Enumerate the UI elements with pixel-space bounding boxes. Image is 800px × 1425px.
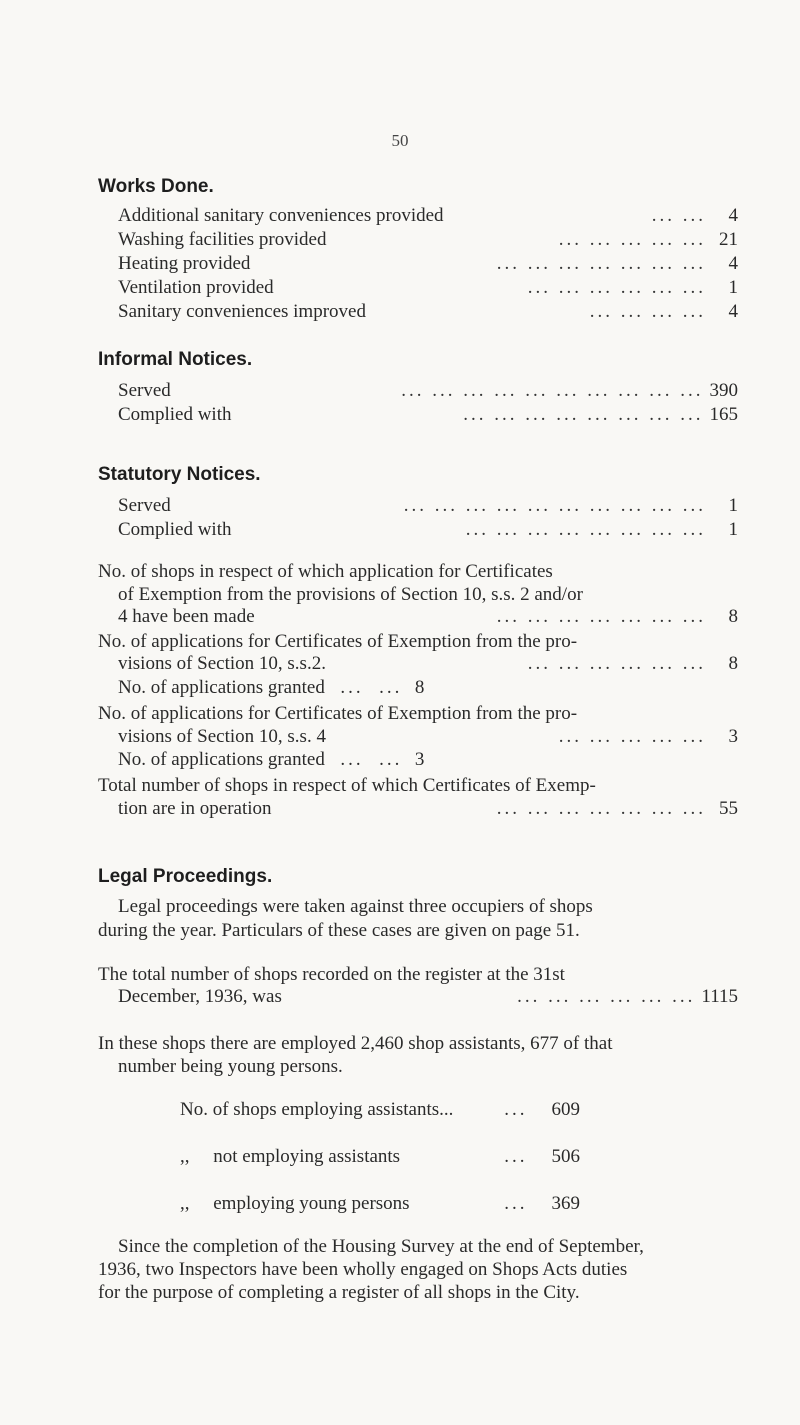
leader-dots: ... ... ... ... ... ...	[527, 653, 706, 674]
row-value: 165	[709, 404, 738, 425]
informal-notices-row	[118, 380, 738, 404]
exemption-item2-line: No. of applications for Certificates of Exemption from the pro-	[98, 631, 578, 652]
exemption-item3-granted	[118, 749, 424, 771]
statutory-notices-row	[118, 495, 738, 519]
leader-dots: ...	[504, 1193, 528, 1214]
row-value: 4	[728, 301, 738, 322]
leader-dots: ... ...	[324, 677, 411, 698]
works-done-row	[118, 229, 738, 253]
leader-dots: ... ... ... ... ... ... ...	[496, 798, 706, 819]
breakdown-label: ,, employing young persons	[180, 1193, 410, 1214]
leader-dots: ... ... ... ... ... ... ...	[496, 606, 706, 627]
row-value: 1	[728, 519, 738, 540]
row-label: Additional sanitary conveniences provided	[118, 205, 444, 226]
granted-label: No. of applications granted	[118, 749, 325, 770]
breakdown-label: No. of shops employing assistants...	[180, 1099, 454, 1120]
leader-dots: ... ...	[324, 749, 411, 770]
exemption-item3-total	[118, 726, 738, 750]
row-value: 55	[719, 798, 738, 819]
leader-dots: ... ... ... ... ... ... ... ...	[465, 519, 706, 540]
breakdown-value: 609	[551, 1099, 580, 1120]
row-value: 1115	[701, 986, 738, 1007]
leader-dots: ... ... ... ... ... ... ... ... ... ...	[401, 380, 704, 401]
leader-dots: ... ...	[651, 205, 706, 226]
works-done-row	[118, 277, 738, 301]
works-done-heading: Works Done.	[98, 176, 214, 197]
works-done-row	[118, 301, 738, 325]
exemption-item1-total	[118, 606, 738, 630]
row-label: Washing facilities provided	[118, 229, 327, 250]
breakdown-value: 506	[551, 1146, 580, 1167]
breakdown-row	[180, 1193, 580, 1215]
exemption-item1-line: of Exemption from the provisions of Section 10, s.s. 2 and/or	[118, 584, 583, 605]
closing-line: 1936, two Inspectors have been wholly engaged on Shops Acts duties	[98, 1259, 628, 1280]
row-value: 8	[728, 606, 738, 627]
row-label: Served	[118, 380, 171, 401]
row-label: 4 have been made	[118, 606, 255, 627]
leader-dots: ... ... ... ...	[589, 301, 706, 322]
granted-value: 8	[414, 677, 425, 698]
breakdown-row	[180, 1099, 580, 1121]
row-value: 4	[728, 205, 738, 226]
leader-dots: ... ... ... ... ...	[558, 229, 706, 250]
row-label: Sanitary conveniences improved	[118, 301, 366, 322]
leader-dots: ... ... ... ... ... ... ... ... ... ...	[403, 495, 706, 516]
leader-dots: ...	[504, 1099, 528, 1120]
register-line: The total number of shops recorded on the register at the 31st	[98, 964, 565, 985]
row-value: 1	[728, 495, 738, 516]
statutory-notices-heading: Statutory Notices.	[98, 464, 261, 485]
closing-line: for the purpose of completing a register of all shops in the City.	[98, 1282, 580, 1303]
row-label: Complied with	[118, 519, 232, 540]
leader-dots: ... ... ... ... ... ...	[517, 986, 696, 1007]
row-value: 1	[728, 277, 738, 298]
leader-dots: ... ... ... ... ... ...	[527, 277, 706, 298]
row-label: Ventilation provided	[118, 277, 274, 298]
row-label: Served	[118, 495, 171, 516]
row-value: 8	[728, 653, 738, 674]
breakdown-label: ,, not employing assistants	[180, 1146, 401, 1167]
exemption-item4-total	[118, 798, 738, 822]
row-label: tion are in operation	[118, 798, 272, 819]
informal-notices-heading: Informal Notices.	[98, 349, 253, 370]
legal-proceedings-heading: Legal Proceedings.	[98, 866, 273, 887]
breakdown-value: 369	[551, 1193, 580, 1214]
employed-line: number being young persons.	[118, 1056, 343, 1077]
row-value: 21	[719, 229, 738, 250]
statutory-notices-row	[118, 519, 738, 543]
works-done-row	[118, 205, 738, 229]
granted-value: 3	[414, 749, 425, 770]
row-label: December, 1936, was	[118, 986, 282, 1007]
row-label: visions of Section 10, s.s.2.	[118, 653, 326, 674]
legal-paragraph-line: during the year. Particulars of these cases are given on page 51.	[98, 920, 580, 941]
register-total	[118, 986, 738, 1010]
row-value: 3	[728, 726, 738, 747]
leader-dots: ... ... ... ... ... ... ... ...	[463, 404, 704, 425]
exemption-item4-line: Total number of shops in respect of which Certificates of Exemp-	[98, 775, 596, 796]
row-label: visions of Section 10, s.s. 4	[118, 726, 326, 747]
exemption-item2-total	[118, 653, 738, 677]
breakdown-row	[180, 1146, 580, 1168]
exemption-item1-line: No. of shops in respect of which application for Certificates	[98, 561, 553, 582]
legal-paragraph-line: Legal proceedings were taken against three occupiers of shops	[118, 896, 593, 917]
leader-dots: ... ... ... ... ... ... ...	[496, 253, 706, 274]
exemption-item3-line: No. of applications for Certificates of Exemption from the pro-	[98, 703, 578, 724]
leader-dots: ... ... ... ... ...	[558, 726, 706, 747]
row-label: Heating provided	[118, 253, 251, 274]
exemption-item2-granted	[118, 677, 424, 699]
leader-dots: ...	[504, 1146, 528, 1167]
closing-line: Since the completion of the Housing Survey at the end of September,	[118, 1236, 644, 1257]
page-number: 50	[391, 131, 409, 150]
works-done-row	[118, 253, 738, 277]
granted-label: No. of applications granted	[118, 677, 325, 698]
row-value: 390	[709, 380, 738, 401]
row-label: Complied with	[118, 404, 232, 425]
row-value: 4	[728, 253, 738, 274]
informal-notices-row	[118, 404, 738, 428]
employed-line: In these shops there are employed 2,460 shop assistants, 677 of that	[98, 1033, 613, 1054]
